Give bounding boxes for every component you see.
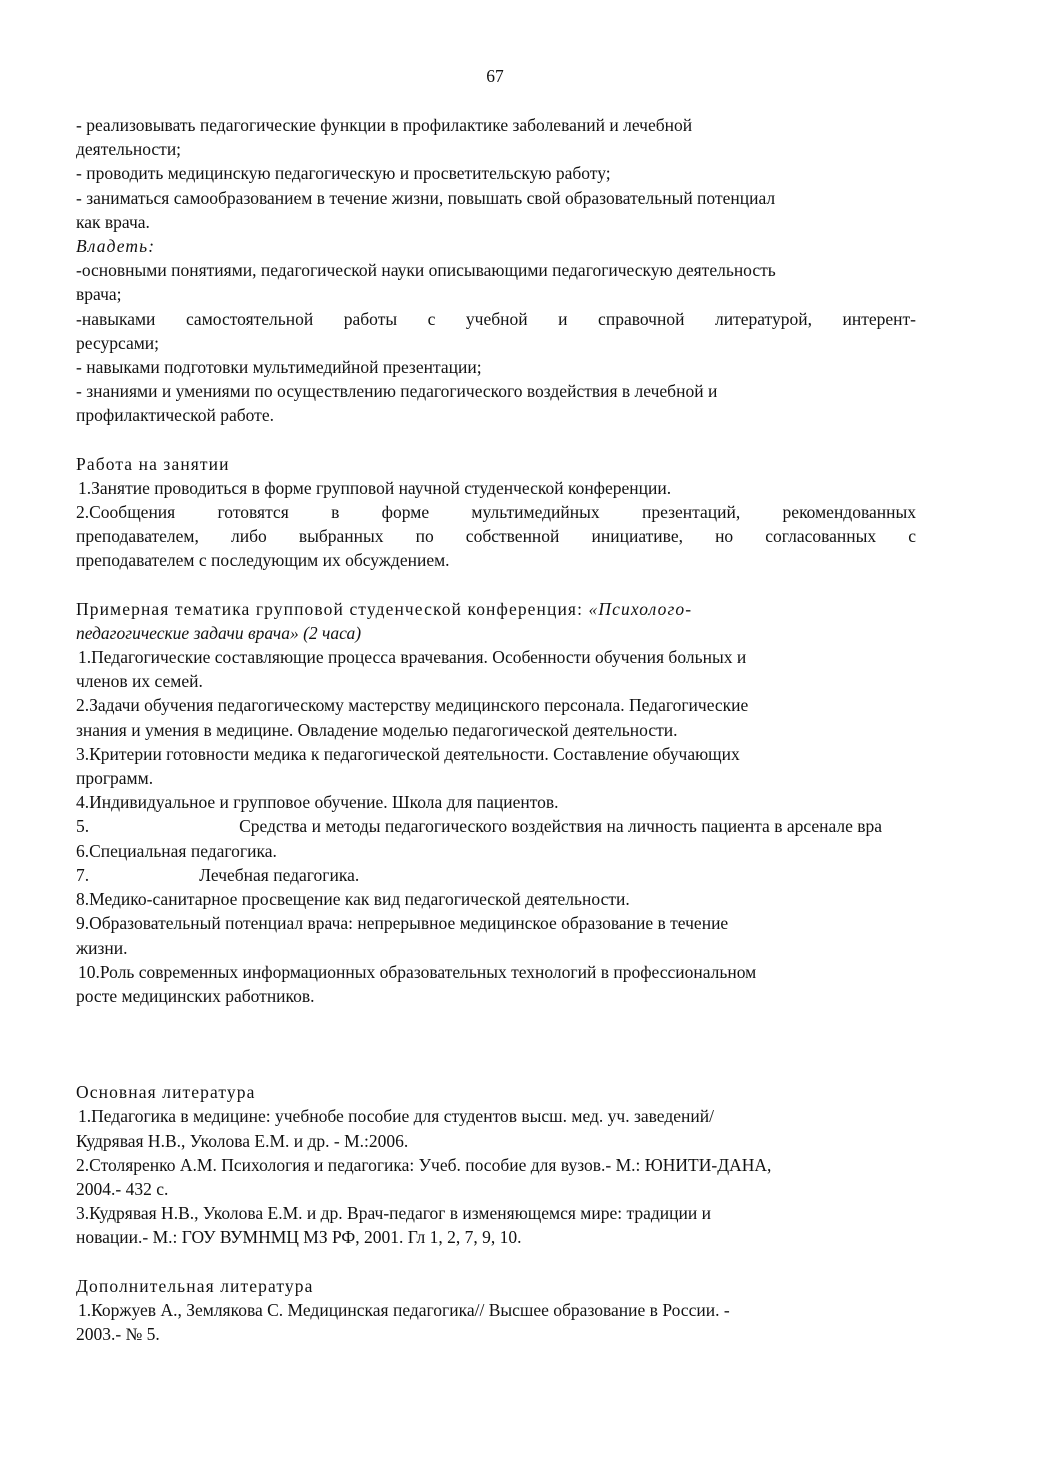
topic-item [76,863,916,887]
skills-section [76,113,916,234]
topic-number: 7. [76,864,90,885]
master-line: ресурсами; [76,332,160,353]
topic-item: 9.Образовательный потенциал врача: непрерывное медицинское образование в течение [76,913,729,934]
topic-number: 5. [76,816,90,837]
main-literature-heading: Основная литература [76,1082,256,1103]
master-line: -навыками самостоятельной работы с учебной и справочной литературой, интерент- [76,308,916,329]
work-item: 1.Занятие проводиться в форме групповой научной студенческой конференции. [78,477,672,498]
work-heading: Работа на занятии [76,453,230,474]
literature-item: Кудрявая Н.В., Уколова Е.М. и др. - М.:2006. [76,1130,409,1151]
master-line: -основными понятиями, педагогической науки описывающими педагогическую деятельность [76,260,776,281]
skills-line: деятельности; [76,139,182,160]
literature-item: 2004.- 432 с. [76,1178,169,1199]
work-item: 2.Сообщения готовятся в форме мультимедийных презентаций, рекомендованных [76,502,916,523]
topic-text: Средства и методы педагогического воздействия на личность пациента в арсенале вра [239,816,883,837]
topics-heading-italic: «Психолого- [588,598,693,619]
literature-item: 3.Кудрявая Н.В., Уколова Е.М. и др. Врач-педагог в изменяющемся мире: традиции и [76,1203,711,1224]
topic-item: 1.Педагогические составляющие процесса врачевания. Особенности обучения больных и [78,647,747,668]
topic-item: 2.Задачи обучения педагогическому мастерству медицинского персонала. Педагогические [76,695,749,716]
topics-section [76,597,916,1008]
skills-line: - заниматься самообразованием в течение жизни, повышать свой образовательный потенциал [76,187,776,208]
document-body [76,113,916,1346]
literature-item: 1.Коржуев А., Землякова С. Медицинская педагогика// Высшее образование в России. - [78,1299,730,1320]
master-line: - навыками подготовки мультимедийной презентации; [76,357,482,378]
topics-heading-italic: педагогические задачи врача» (2 часа) [76,622,362,643]
master-line: профилактической работе. [76,405,274,426]
work-section [76,452,916,573]
master-line: - знаниями и умениями по осуществлению педагогического воздействия в лечебной и [76,381,718,402]
work-item: преподавателем с последующим их обсуждением. [76,550,450,571]
master-line: врача; [76,284,122,305]
work-item: преподавателем, либо выбранных по собственной инициативе, но согласованных с [76,526,916,547]
topic-text: Лечебная педагогика. [199,864,360,885]
topic-item [76,814,916,838]
page-number: 67 [486,66,504,86]
main-literature-section [76,1080,916,1249]
topic-item: членов их семей. [76,671,203,692]
skills-line: как врача. [76,211,150,232]
topic-item: 10.Роль современных информационных образовательных технологий в профессиональном [78,961,757,982]
literature-item: 2.Столяренко А.М. Психология и педагогика: Учеб. пособие для вузов.- М.: ЮНИТИ-ДАНА, [76,1154,772,1175]
master-label: Владеть: [76,236,156,257]
topic-item: 3.Критерии готовности медика к педагогической деятельности. Составление обучающих [76,743,740,764]
topic-item: 8.Медико-санитарное просвещение как вид педагогической деятельности. [76,889,630,910]
skills-line: - проводить медицинскую педагогическую и просветительскую работу; [76,163,611,184]
topic-item: программ. [76,768,154,789]
topic-item: знания и умения в медицине. Овладение моделью педагогической деятельности. [76,719,678,740]
topics-heading [76,597,916,621]
topic-item: жизни. [76,937,128,958]
topic-item: 6.Специальная педагогика. [76,840,277,861]
topics-heading-plain: Примерная тематика групповой студенческой конференция: [76,598,589,619]
literature-item: 2003.- № 5. [76,1323,160,1344]
extra-literature-heading: Дополнительная литература [76,1275,314,1296]
extra-literature-section [76,1274,916,1347]
topic-item: 4.Индивидуальное и групповое обучение. Школа для пациентов. [76,792,559,813]
literature-item: новации.- М.: ГОУ ВУМНМЦ МЗ РФ, 2001. Гл 1, 2, 7, 9, 10. [76,1227,522,1248]
literature-item: 1.Педагогика в медицине: учебнобе пособие для студентов высш. мед. уч. заведений/ [78,1106,714,1127]
master-section [76,234,916,428]
topic-item: росте медицинских работников. [76,985,315,1006]
skills-line: - реализовывать педагогические функции в профилактике заболеваний и лечебной [76,115,693,135]
